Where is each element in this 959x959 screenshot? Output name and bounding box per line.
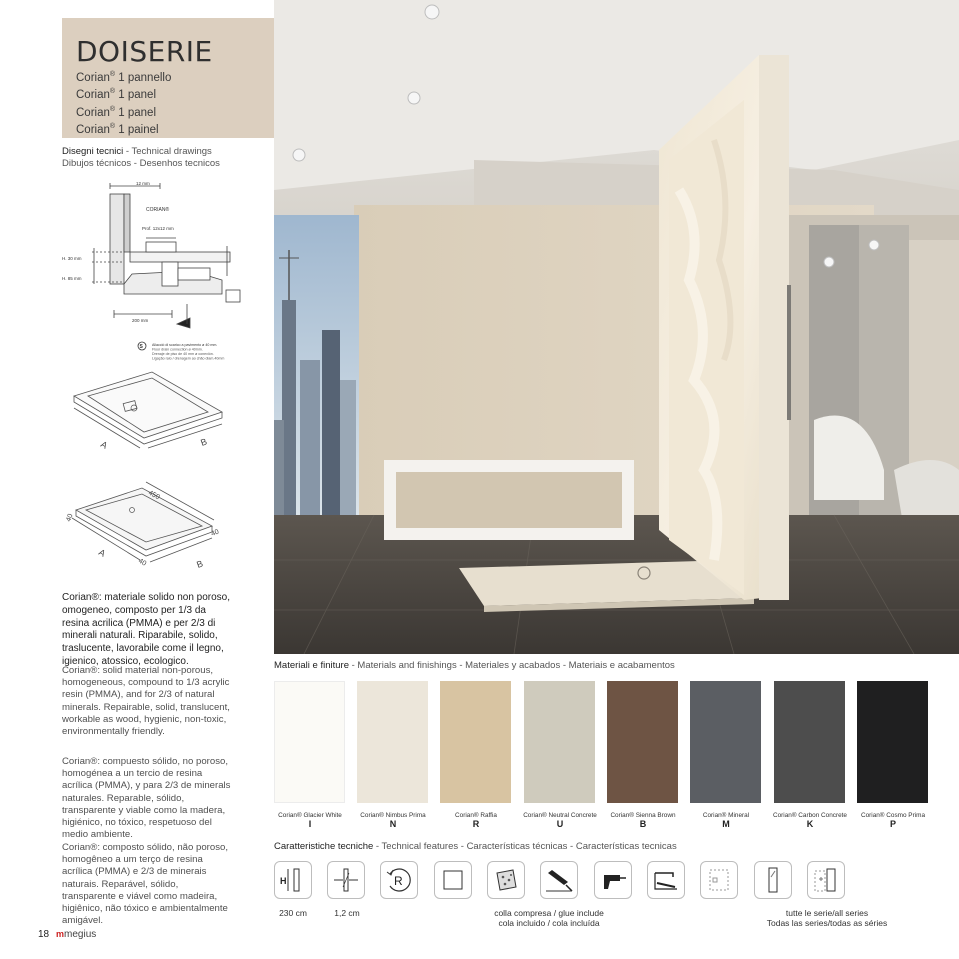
- technical-drawing: [62, 176, 272, 590]
- page-number: 18: [38, 929, 50, 940]
- dim-450: 450: [147, 489, 161, 502]
- drain-note-3: Drenaje de piso de 40 mm ø conexión.: [152, 352, 214, 356]
- solid-surface-icon: [434, 861, 472, 899]
- material-swatch: [440, 681, 511, 803]
- subtitle-en: Corian® 1 panel: [76, 88, 156, 102]
- material-name: Corian® Nimbus Prima: [360, 812, 426, 819]
- material-name: Corian® Carbon Concrete: [773, 812, 847, 819]
- subtitle-pt: Corian® 1 painel: [76, 122, 159, 136]
- panel-icon: [700, 861, 738, 899]
- series-caption-2: Todas las series/todas as séries: [766, 918, 888, 928]
- dim-40-b: 40: [210, 528, 221, 538]
- material-name: Corian® Sienna Brown: [610, 812, 676, 819]
- description-pt: Corian®: composto sólido, não poroso, homogêneo a um terço de resina acrílica (PMMA) e 2/3 de minerais naturais. Reparável, sólido, transparente e viável como madeira, higiênico, não tóxico e ambientalmente amigável.: [62, 842, 228, 927]
- corian-label: CORIAN®: [146, 207, 170, 213]
- material-swatch: [607, 681, 678, 803]
- page-title: DOISERIE: [76, 35, 213, 68]
- material-code: I: [308, 819, 312, 829]
- texture-icon: [487, 861, 525, 899]
- material-code: B: [639, 819, 647, 829]
- svg-text:R: R: [394, 874, 403, 888]
- dim-40-c: 40: [137, 557, 148, 568]
- height-icon: [274, 861, 312, 899]
- label-a-2: A: [97, 547, 108, 559]
- series-caption-1: tutte le serie/all series: [785, 908, 869, 918]
- material-name: Corian® Glacier White: [278, 812, 342, 819]
- material-name: Corian® Raffia: [455, 812, 497, 819]
- drain-note-2: Floor drain connection ø 40mm.: [152, 347, 203, 352]
- description-en: Corian®: solid material non-porous, homogeneous, compound to 1/3 acrylic resin (PMMA), and for 2/3 of natural minerals. Repairable, solid, translucent, workable as wood, hygienic, non-toxic, environmentally friendly.: [62, 665, 230, 738]
- dim-40-a: 40: [65, 512, 75, 523]
- brand-logo: mmegius: [56, 929, 97, 940]
- material-swatch: [524, 681, 595, 803]
- glue-icon: [540, 861, 578, 899]
- h30-label: H. 30 mm: [62, 256, 82, 261]
- material-code: N: [389, 819, 397, 829]
- description-it: Corian®: materiale solido non poroso, omogeneo, composto per 1/3 da resina acrilica (PMMA) e per 2/3 di minerali naturali. Riparabile, solido, traslucente, lavorabile come il legno, igienico, atossico, ecologico.: [62, 592, 231, 667]
- subtitle-it: Corian® 1 pannello: [76, 71, 172, 84]
- glue-caption-1: colla compresa / glue include: [494, 908, 604, 918]
- saw-icon: [647, 861, 685, 899]
- h85-label: H. 85 mm: [62, 276, 82, 281]
- material-name: Corian® Mineral: [702, 812, 750, 819]
- description-es: Corian®: compuesto sólido, no poroso, homogénea a un tercio de resina acrílica (PMMA), y para 2/3 de minerals naturales. Reparable, sólido, transparente y viable como la madera, higiénico, no tóxico, respetuoso del medio ambiente.: [62, 756, 231, 841]
- dim-12mm: 12 mm: [136, 181, 150, 186]
- dim-200-label: 200 mm: [132, 318, 149, 323]
- glass-panel-icon: [754, 861, 792, 899]
- material-swatch: [774, 681, 845, 803]
- label-b-1: B: [199, 436, 209, 448]
- technical-drawings-heading: Disegni tecnici - Technical drawings Dibujos técnicos - Desenhos tecnicos: [62, 146, 220, 169]
- height-caption: 230 cm: [279, 908, 307, 918]
- prof-label: Prof. 12x12 mm: [142, 226, 174, 231]
- label-b-2: B: [195, 558, 205, 570]
- material-name: Corian® Neutral Concrete: [523, 812, 597, 819]
- materials-heading: Materiali e finiture - Materials and finishings - Materiales y acabados - Materiais e acabamentos: [274, 660, 675, 671]
- drill-icon: [594, 861, 632, 899]
- material-swatch: [357, 681, 428, 803]
- material-code: P: [889, 819, 896, 829]
- material-code: M: [722, 819, 730, 829]
- title-box: [62, 18, 305, 138]
- wall-panel-icon: [807, 861, 845, 899]
- svg-text:S: S: [139, 344, 143, 350]
- svg-text:H: H: [280, 876, 287, 886]
- thickness-caption: 1,2 cm: [334, 908, 360, 918]
- material-code: U: [556, 819, 564, 829]
- features-heading: Caratteristiche tecniche - Technical features - Características técnicas - Características tecnicas: [274, 841, 677, 852]
- material-swatch: [690, 681, 761, 803]
- material-name: Corian® Cosmo Prima: [860, 812, 925, 819]
- label-a-1: A: [99, 439, 110, 451]
- thickness-icon: [327, 861, 365, 899]
- bathroom-photo: [274, 0, 959, 654]
- glue-caption-2: cola incluido / cola incluída: [498, 918, 600, 928]
- material-code: R: [472, 819, 480, 829]
- material-swatch: [857, 681, 928, 803]
- material-swatch: [274, 681, 345, 803]
- repairable-icon: [380, 861, 418, 899]
- drain-note-1: Allacció di scarico a pavimento ø 40 mm.: [152, 343, 218, 347]
- drain-note-4: Ligação ralo / drenagem ao chão diam.40mm: [152, 356, 225, 361]
- material-code: K: [806, 819, 814, 829]
- subtitle-es: Corian® 1 panel: [76, 105, 156, 119]
